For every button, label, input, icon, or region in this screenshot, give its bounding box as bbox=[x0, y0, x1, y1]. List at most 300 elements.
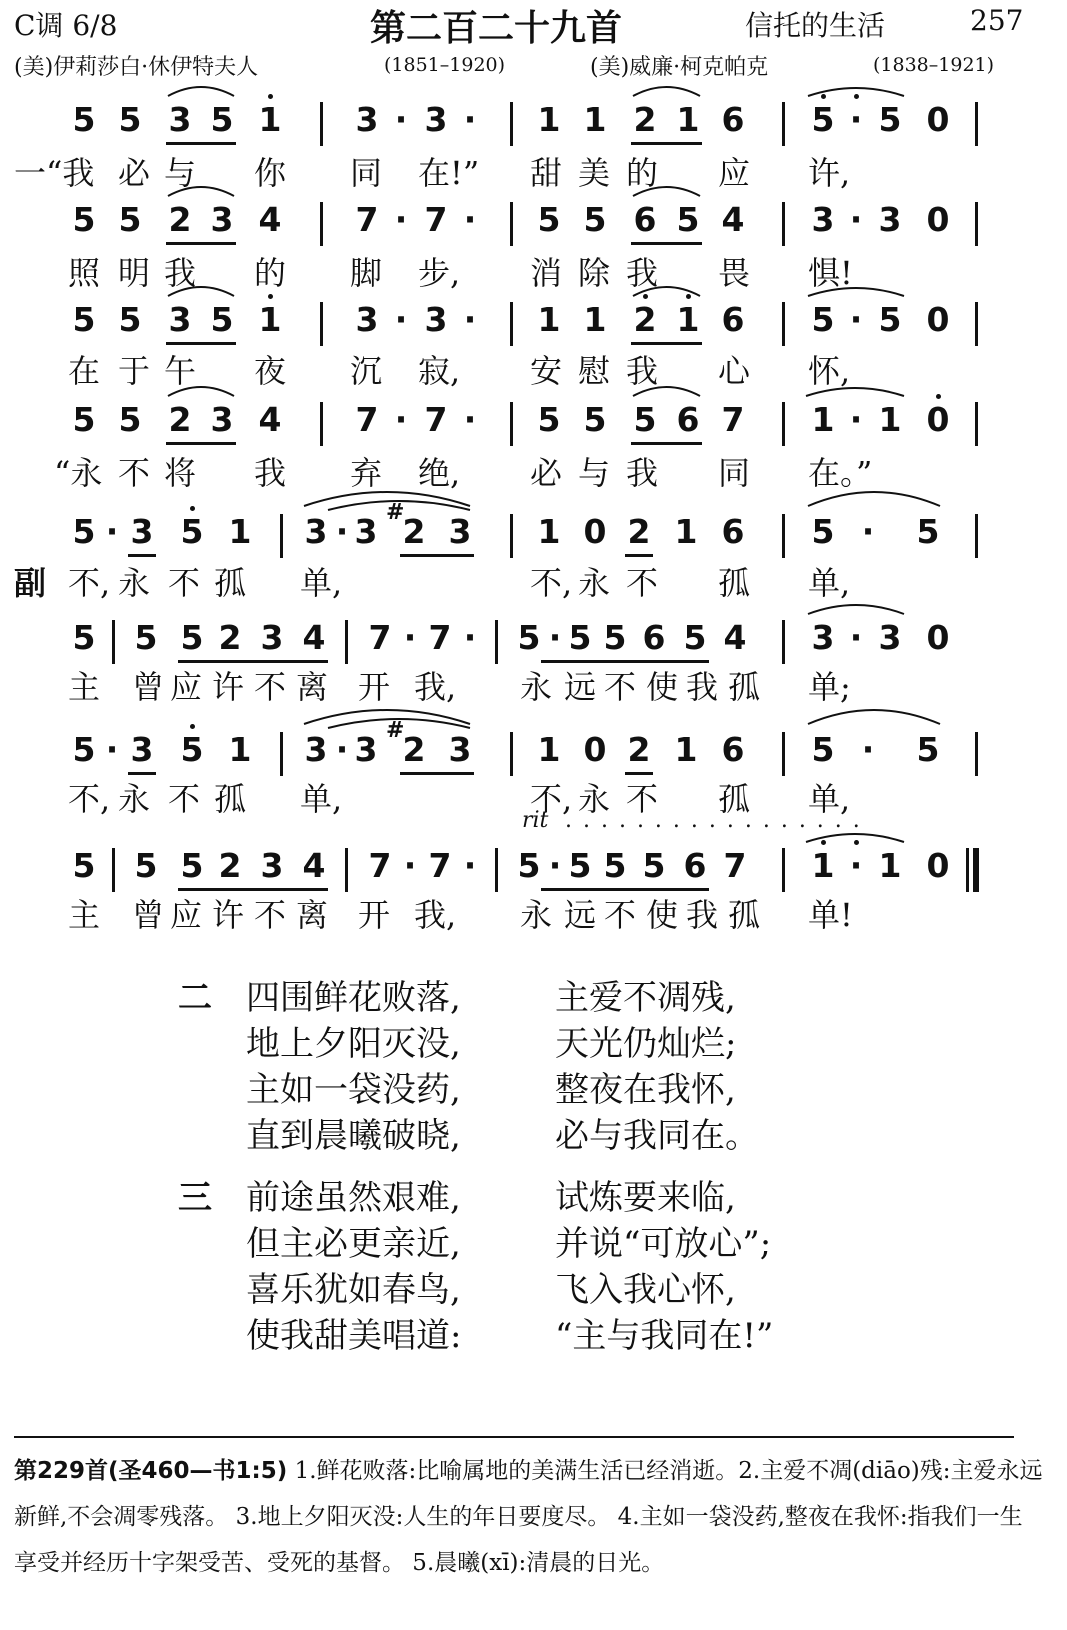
footnote bbox=[14, 1448, 1044, 1586]
note bbox=[583, 730, 607, 769]
lyric-syllable: 孤 bbox=[718, 564, 751, 602]
note bbox=[676, 200, 700, 239]
note-text: 7 bbox=[355, 200, 379, 239]
note-text: 5 bbox=[72, 300, 96, 339]
bar-line bbox=[975, 514, 978, 558]
lyric-syllable: 应 bbox=[170, 896, 203, 934]
note-text: 5 bbox=[72, 512, 96, 551]
final-bar-line bbox=[966, 848, 969, 892]
note bbox=[180, 618, 204, 657]
lyric-syllable: 单, bbox=[808, 780, 851, 818]
verse-line: 地上夕阳灭没, bbox=[246, 1024, 461, 1064]
lyric-syllable: 与 bbox=[164, 154, 197, 192]
note bbox=[72, 730, 96, 769]
bar-line bbox=[280, 732, 283, 776]
lyric-syllable: 不 bbox=[626, 780, 659, 818]
lyric-syllable: 安 bbox=[530, 352, 563, 390]
note bbox=[72, 618, 96, 657]
bar-line bbox=[495, 848, 498, 892]
note bbox=[72, 400, 96, 439]
note bbox=[210, 400, 234, 439]
lyric-syllable: 美 bbox=[578, 154, 611, 192]
verse-line: 整夜在我怀, bbox=[555, 1070, 736, 1110]
octave-dot bbox=[821, 94, 826, 99]
note-text: 5 bbox=[568, 618, 592, 657]
note-text: 6 bbox=[683, 846, 707, 885]
bar-line bbox=[510, 732, 513, 776]
note-text: 5 bbox=[134, 618, 158, 657]
lyric-syllable: 单, bbox=[300, 780, 343, 818]
note bbox=[583, 200, 607, 239]
verse-line: 主如一袋没药, bbox=[246, 1070, 461, 1110]
lyric-syllable: 除 bbox=[578, 254, 611, 292]
duration-dot bbox=[458, 400, 482, 439]
lyric-syllable: 明 bbox=[118, 254, 151, 292]
lyric-syllable: 不, bbox=[530, 780, 573, 818]
note bbox=[633, 400, 657, 439]
duration-dot bbox=[100, 730, 124, 769]
note-text: 1 bbox=[811, 400, 835, 439]
note-text: 6 bbox=[721, 300, 745, 339]
note bbox=[210, 200, 234, 239]
duration-dot bbox=[844, 400, 868, 439]
note-text: 7 bbox=[721, 400, 745, 439]
duration-dot bbox=[844, 200, 868, 239]
lyric-syllable: 不, bbox=[68, 780, 111, 818]
note-text: 5 bbox=[72, 100, 96, 139]
note bbox=[721, 400, 745, 439]
verse-line: 飞入我心怀, bbox=[555, 1270, 736, 1310]
lyricist: (美)伊莉莎白·休伊特夫人 bbox=[14, 55, 259, 80]
note bbox=[180, 512, 204, 551]
beam-underline bbox=[400, 554, 474, 557]
note-text: 2 bbox=[402, 730, 426, 769]
lyric-syllable: 将 bbox=[164, 454, 197, 492]
lyric-syllable: 不 bbox=[254, 896, 287, 934]
note-text: 1 bbox=[583, 100, 607, 139]
note-text: 0 bbox=[583, 512, 607, 551]
verse-line: “主与我同在!” bbox=[555, 1316, 774, 1356]
note-text: 7 bbox=[355, 400, 379, 439]
note-text: 2 bbox=[218, 846, 242, 885]
duration-dot bbox=[458, 300, 482, 339]
lyric-syllable: 离 bbox=[296, 668, 329, 706]
note-text: 3 bbox=[878, 200, 902, 239]
octave-dot bbox=[854, 840, 859, 845]
note-text: 5 bbox=[72, 200, 96, 239]
note bbox=[721, 300, 745, 339]
note-text: 0 bbox=[926, 300, 950, 339]
duration-dot bbox=[389, 200, 413, 239]
note bbox=[811, 512, 835, 551]
note bbox=[676, 400, 700, 439]
note bbox=[118, 400, 142, 439]
octave-dot bbox=[643, 294, 648, 299]
note-text: 5 bbox=[583, 400, 607, 439]
bar-line bbox=[782, 102, 785, 146]
duration-dot bbox=[398, 618, 422, 657]
lyric-syllable: 夜 bbox=[254, 352, 287, 390]
note-text: · bbox=[463, 200, 477, 239]
note-text: 2 bbox=[633, 100, 657, 139]
note-text: 3 bbox=[260, 846, 284, 885]
bar-line bbox=[510, 302, 513, 346]
note-text: 5 bbox=[180, 846, 204, 885]
note-text: 5 bbox=[118, 200, 142, 239]
note bbox=[368, 618, 392, 657]
note-text: 5 bbox=[72, 730, 96, 769]
note-text: 1 bbox=[811, 846, 835, 885]
lyric-syllable: 单; bbox=[808, 668, 851, 706]
note bbox=[633, 100, 657, 139]
note bbox=[633, 300, 657, 339]
note-text: 5 bbox=[72, 846, 96, 885]
note-text: 0 bbox=[926, 400, 950, 439]
lyric-syllable: 许, bbox=[808, 154, 851, 192]
lyric-syllable: 开 bbox=[358, 896, 391, 934]
lyric-syllable: 我 bbox=[626, 352, 659, 390]
lyric-syllable: 不 bbox=[254, 668, 287, 706]
note bbox=[130, 730, 154, 769]
lyric-syllable: 绝, bbox=[418, 454, 461, 492]
duration-dot bbox=[330, 512, 354, 551]
bar-line bbox=[345, 848, 348, 892]
lyric-syllable: 孤 bbox=[214, 780, 247, 818]
note-text: 5 bbox=[118, 400, 142, 439]
duration-dot bbox=[398, 846, 422, 885]
note-text: 5 bbox=[134, 846, 158, 885]
footnote-ref: 第229首(圣460—书1:5) bbox=[14, 1458, 288, 1484]
octave-dot bbox=[190, 506, 195, 511]
note bbox=[258, 100, 282, 139]
note bbox=[72, 100, 96, 139]
bar-line bbox=[495, 620, 498, 664]
note-text: 4 bbox=[723, 618, 747, 657]
note-text: 2 bbox=[218, 618, 242, 657]
note bbox=[568, 618, 592, 657]
note-text: 3 bbox=[354, 512, 378, 551]
note-text: 3 bbox=[210, 200, 234, 239]
note bbox=[355, 200, 379, 239]
lyric-syllable: 消 bbox=[530, 254, 563, 292]
note bbox=[72, 300, 96, 339]
lyric-syllable: 在 bbox=[68, 352, 101, 390]
lyric-syllable: 我 bbox=[254, 454, 287, 492]
note-text: · bbox=[463, 846, 477, 885]
lyric-syllable: 单, bbox=[808, 564, 851, 602]
lyric-syllable: 照 bbox=[68, 254, 101, 292]
lyric-syllable: 我 bbox=[626, 454, 659, 492]
lyric-syllable: 主 bbox=[68, 896, 101, 934]
lyric-syllable: 单! bbox=[808, 896, 853, 934]
lyric-syllable: 怀, bbox=[808, 352, 851, 390]
note-text: 6 bbox=[721, 100, 745, 139]
note bbox=[180, 730, 204, 769]
bar-line bbox=[975, 102, 978, 146]
octave-dot bbox=[268, 294, 273, 299]
lyric-syllable: 在。” bbox=[808, 454, 873, 492]
note-text: · bbox=[849, 100, 863, 139]
note-text: 0 bbox=[926, 846, 950, 885]
note-text: 7 bbox=[428, 618, 452, 657]
beam-underline bbox=[631, 442, 702, 445]
note-text: 4 bbox=[302, 618, 326, 657]
lyric-syllable: 离 bbox=[296, 896, 329, 934]
note-text: 2 bbox=[627, 730, 651, 769]
lyric-syllable: 永 bbox=[520, 668, 553, 706]
note-text: 5 bbox=[916, 512, 940, 551]
note-text: 1 bbox=[878, 846, 902, 885]
note bbox=[674, 730, 698, 769]
footnote-text: 1.鲜花败落:比喻属地的美满生活已经消逝。2.主爱不凋(diāo)残:主爱永远新鲜,不会凋零残落。 3.地上夕阳灭没:人生的年日要度尽。 4.主如一袋没药,整夜在我怀:指我们一生享受并经历十字架受苦、受死的基督。 5.晨曦(xī):清晨的日光。 bbox=[14, 1458, 1043, 1576]
note-text: 3 bbox=[260, 618, 284, 657]
note-text: 3 bbox=[355, 100, 379, 139]
lyric-syllable: 一“我 bbox=[14, 154, 95, 192]
note-text: 6 bbox=[721, 512, 745, 551]
note-text: 5 bbox=[210, 300, 234, 339]
lyric-syllable: 你 bbox=[254, 154, 287, 192]
note bbox=[180, 846, 204, 885]
duration-dot bbox=[389, 100, 413, 139]
lyric-syllable: 的 bbox=[254, 254, 287, 292]
note-text: 5 bbox=[537, 400, 561, 439]
bar-line bbox=[975, 402, 978, 446]
footnote-rule bbox=[14, 1436, 1014, 1438]
note bbox=[134, 846, 158, 885]
note bbox=[583, 512, 607, 551]
lyric-syllable: 应 bbox=[718, 154, 751, 192]
duration-dot bbox=[856, 730, 880, 769]
note bbox=[537, 730, 561, 769]
note bbox=[448, 730, 472, 769]
tempo-extension: . . . . . . . . . . . . . . . . . bbox=[565, 808, 862, 833]
lyric-syllable: 不 bbox=[168, 564, 201, 602]
note-text: 7 bbox=[424, 400, 448, 439]
note-text: 5 bbox=[72, 400, 96, 439]
beam-underline bbox=[631, 342, 702, 345]
note bbox=[583, 400, 607, 439]
note bbox=[721, 730, 745, 769]
note-text: 5 bbox=[811, 300, 835, 339]
note bbox=[878, 300, 902, 339]
bar-line bbox=[112, 620, 115, 664]
note-text: · bbox=[335, 512, 349, 551]
note-text: 0 bbox=[926, 100, 950, 139]
note-text: · bbox=[548, 846, 562, 885]
note-text: 5 bbox=[568, 846, 592, 885]
lyric-syllable: 甜 bbox=[530, 154, 563, 192]
lyric-syllable: 不 bbox=[604, 896, 637, 934]
note bbox=[721, 200, 745, 239]
note-text: 7 bbox=[424, 200, 448, 239]
note-text: · bbox=[394, 400, 408, 439]
note-text: · bbox=[849, 300, 863, 339]
verse-line: 直到晨曦破晓, bbox=[246, 1116, 461, 1156]
lyric-syllable: 不 bbox=[604, 668, 637, 706]
note bbox=[517, 846, 541, 885]
bar-line bbox=[320, 202, 323, 246]
beam-underline bbox=[625, 554, 653, 557]
duration-dot bbox=[844, 100, 868, 139]
note bbox=[721, 100, 745, 139]
note bbox=[926, 100, 950, 139]
lyric-syllable: 曾 bbox=[132, 668, 165, 706]
sharp-sign: # bbox=[386, 718, 405, 743]
note-text: 1 bbox=[537, 512, 561, 551]
beam-underline bbox=[166, 142, 236, 145]
note-text: · bbox=[861, 512, 875, 551]
duration-dot bbox=[389, 400, 413, 439]
beam-underline bbox=[631, 142, 702, 145]
lyric-syllable: 心 bbox=[718, 352, 751, 390]
note bbox=[210, 100, 234, 139]
note-text: 3 bbox=[130, 512, 154, 551]
lyric-syllable: 永 bbox=[578, 780, 611, 818]
bar-line bbox=[782, 302, 785, 346]
note-text: 5 bbox=[811, 100, 835, 139]
note-text: 5 bbox=[811, 512, 835, 551]
verse-line: 喜乐犹如春鸟, bbox=[246, 1270, 461, 1310]
note bbox=[537, 300, 561, 339]
lyric-syllable: 孤 bbox=[718, 780, 751, 818]
refrain-label: 副 bbox=[14, 564, 47, 602]
bar-line bbox=[345, 620, 348, 664]
note-text: · bbox=[849, 618, 863, 657]
note bbox=[424, 400, 448, 439]
note bbox=[674, 512, 698, 551]
note-text: 1 bbox=[674, 730, 698, 769]
bar-line bbox=[782, 514, 785, 558]
bar-line bbox=[510, 514, 513, 558]
note bbox=[168, 400, 192, 439]
note bbox=[633, 200, 657, 239]
lyric-syllable: “永 bbox=[54, 454, 103, 492]
lyric-syllable: 我 bbox=[686, 896, 719, 934]
lyric-syllable: 应 bbox=[170, 668, 203, 706]
note bbox=[386, 500, 426, 551]
lyric-syllable: 同 bbox=[350, 154, 383, 192]
note-text: 5 bbox=[683, 618, 707, 657]
lyric-syllable: 沉 bbox=[350, 352, 383, 390]
bar-line bbox=[320, 302, 323, 346]
note bbox=[878, 846, 902, 885]
note-text: 4 bbox=[721, 200, 745, 239]
note-text: · bbox=[335, 730, 349, 769]
bar-line bbox=[975, 202, 978, 246]
note bbox=[916, 730, 940, 769]
lyric-syllable: 单, bbox=[300, 564, 343, 602]
tempo-mark: rit bbox=[522, 808, 549, 833]
slur bbox=[633, 87, 700, 96]
note-text: 3 bbox=[878, 618, 902, 657]
note-text: 5 bbox=[676, 200, 700, 239]
note-text: 1 bbox=[258, 100, 282, 139]
duration-dot bbox=[458, 200, 482, 239]
lyric-syllable: 我, bbox=[414, 668, 457, 706]
page-number: 257 bbox=[970, 4, 1024, 37]
verse-line: 试炼要来临, bbox=[555, 1178, 736, 1218]
note bbox=[302, 618, 326, 657]
note-text: 3 bbox=[811, 200, 835, 239]
note bbox=[583, 300, 607, 339]
lyric-syllable: 不 bbox=[626, 564, 659, 602]
verse-number: 三 bbox=[178, 1178, 212, 1218]
note-text: · bbox=[463, 400, 477, 439]
note bbox=[428, 618, 452, 657]
bar-line bbox=[510, 402, 513, 446]
note bbox=[811, 618, 835, 657]
duration-dot bbox=[844, 846, 868, 885]
duration-dot bbox=[856, 512, 880, 551]
note bbox=[118, 300, 142, 339]
lyric-syllable: 在!” bbox=[418, 154, 480, 192]
slur bbox=[808, 492, 940, 506]
note bbox=[134, 618, 158, 657]
note bbox=[118, 100, 142, 139]
note bbox=[683, 846, 707, 885]
bar-line bbox=[320, 102, 323, 146]
lyric-syllable: 寂, bbox=[418, 352, 461, 390]
note bbox=[355, 300, 379, 339]
duration-dot bbox=[543, 846, 567, 885]
bar-line bbox=[320, 402, 323, 446]
note bbox=[723, 618, 747, 657]
octave-dot bbox=[190, 724, 195, 729]
lyric-syllable: 的 bbox=[626, 154, 659, 192]
lyric-syllable: 同 bbox=[718, 454, 751, 492]
note bbox=[627, 512, 651, 551]
note bbox=[568, 846, 592, 885]
bar-line bbox=[112, 848, 115, 892]
note bbox=[721, 512, 745, 551]
note bbox=[683, 618, 707, 657]
note-text: · bbox=[403, 618, 417, 657]
note-text: 5 bbox=[633, 400, 657, 439]
note-text: 5 bbox=[517, 846, 541, 885]
lyric-syllable: 不 bbox=[118, 454, 151, 492]
note bbox=[218, 846, 242, 885]
bar-line bbox=[782, 402, 785, 446]
note-text: 3 bbox=[168, 300, 192, 339]
note-text: 1 bbox=[676, 300, 700, 339]
note-text: · bbox=[861, 730, 875, 769]
note-text: 3 bbox=[210, 400, 234, 439]
bar-line bbox=[280, 514, 283, 558]
beam-underline bbox=[166, 242, 236, 245]
note bbox=[386, 718, 426, 769]
note-text: 2 bbox=[402, 512, 426, 551]
note-text: · bbox=[105, 512, 119, 551]
note-text: 0 bbox=[583, 730, 607, 769]
note bbox=[811, 100, 835, 139]
note bbox=[228, 512, 252, 551]
note-text: 7 bbox=[368, 618, 392, 657]
duration-dot bbox=[100, 512, 124, 551]
note bbox=[723, 846, 747, 885]
lyric-syllable: 我 bbox=[686, 668, 719, 706]
lyric-syllable: 弃 bbox=[350, 454, 383, 492]
lyric-syllable: 不 bbox=[168, 780, 201, 818]
note bbox=[368, 846, 392, 885]
note bbox=[210, 300, 234, 339]
note-text: 5 bbox=[517, 618, 541, 657]
note bbox=[878, 200, 902, 239]
note bbox=[926, 846, 950, 885]
note bbox=[72, 846, 96, 885]
lyric-syllable: 我 bbox=[164, 254, 197, 292]
lyric-syllable: 脚 bbox=[350, 254, 383, 292]
note bbox=[537, 100, 561, 139]
